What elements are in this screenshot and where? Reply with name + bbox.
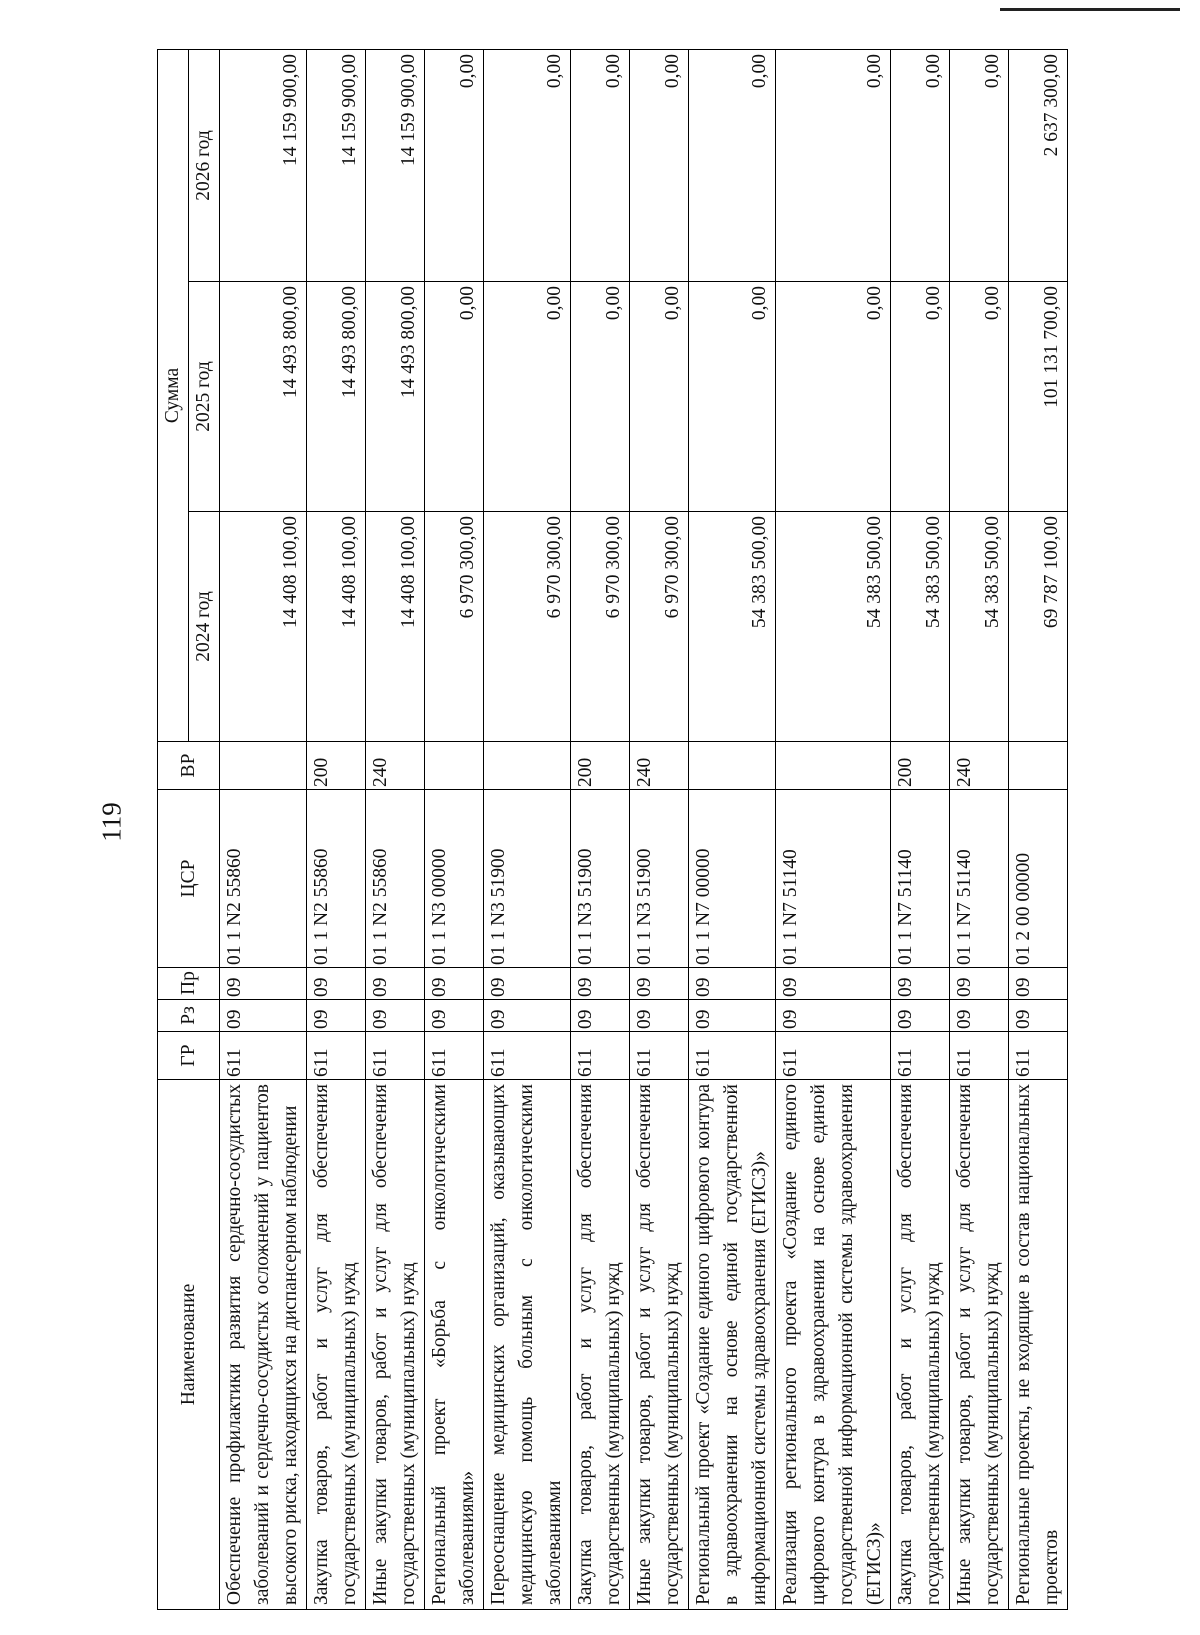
table-row: [220, 50, 307, 1610]
row-amount-2025: 14 493 800,00: [220, 282, 307, 512]
header-name: Наименование: [158, 1080, 220, 1610]
row-amount-2024: 69 787 100,00: [1009, 512, 1068, 742]
row-amount-2025: 0,00: [425, 282, 484, 512]
row-gr-cell: 611: [484, 1032, 571, 1080]
row-amount-2024: 6 970 300,00: [484, 512, 571, 742]
row-pr-cell: 09: [1009, 968, 1068, 1000]
header-gr: ГР: [158, 1032, 220, 1080]
row-gr-cell: 611: [307, 1032, 366, 1080]
row-amount-2026: 14 159 900,00: [220, 50, 307, 282]
row-rz-cell: 09: [366, 1000, 425, 1032]
row-amount-2024: 14 408 100,00: [307, 512, 366, 742]
header-pr: Пр: [158, 968, 220, 1000]
row-amount-2024: 54 383 500,00: [950, 512, 1009, 742]
row-amount-2025: 0,00: [776, 282, 891, 512]
row-rz-cell: 09: [220, 1000, 307, 1032]
row-gr-cell: 611: [1009, 1032, 1068, 1080]
page-number: 119: [96, 802, 127, 842]
row-amount-2024: 54 383 500,00: [689, 512, 776, 742]
row-amount-2026: 0,00: [484, 50, 571, 282]
row-vr-cell: 200: [307, 742, 366, 790]
row-amount-2025: 14 493 800,00: [307, 282, 366, 512]
row-csr-cell: 01 2 00 00000: [1009, 790, 1068, 968]
row-name-cell: Закупка товаров, работ и услуг для обеспечения государственных (муниципальных) нужд: [571, 1080, 630, 1610]
row-gr-cell: 611: [630, 1032, 689, 1080]
row-gr-cell: 611: [366, 1032, 425, 1080]
row-csr-cell: 01 1 N7 51140: [776, 790, 891, 968]
row-vr-cell: [484, 742, 571, 790]
row-csr-cell: 01 1 N2 55860: [307, 790, 366, 968]
row-rz-cell: 09: [891, 1000, 950, 1032]
row-amount-2024: 6 970 300,00: [425, 512, 484, 742]
row-csr-cell: 01 1 N7 00000: [689, 790, 776, 968]
row-amount-2024: 14 408 100,00: [366, 512, 425, 742]
top-rule: [1000, 8, 1180, 11]
row-csr-cell: 01 1 N2 55860: [366, 790, 425, 968]
header-csr: ЦСР: [158, 790, 220, 968]
table-row: [630, 50, 689, 1610]
row-name-cell: Региональный проект «Создание единого цифрового контура в здравоохранении на основе единой государственной информационной системы здравоохранения (ЕГИСЗ)»: [689, 1080, 776, 1610]
row-amount-2026: 14 159 900,00: [307, 50, 366, 282]
row-csr-cell: 01 1 N7 51140: [891, 790, 950, 968]
row-amount-2025: 0,00: [891, 282, 950, 512]
row-amount-2026: 0,00: [689, 50, 776, 282]
row-gr-cell: 611: [950, 1032, 1009, 1080]
row-pr-cell: 09: [307, 968, 366, 1000]
row-csr-cell: 01 1 N2 55860: [220, 790, 307, 968]
table-row: [484, 50, 571, 1610]
header-sum: Сумма: [158, 50, 189, 742]
row-vr-cell: 240: [630, 742, 689, 790]
row-gr-cell: 611: [220, 1032, 307, 1080]
row-pr-cell: 09: [630, 968, 689, 1000]
header-2026: 2026 год: [189, 50, 220, 282]
row-name-cell: Реализация регионального проекта «Создание единого цифрового контура в здравоохранении на основе единой государственной информационной системы здравоохранения (ЕГИСЗ)»: [776, 1080, 891, 1610]
row-pr-cell: 09: [220, 968, 307, 1000]
row-amount-2024: 54 383 500,00: [776, 512, 891, 742]
row-rz-cell: 09: [484, 1000, 571, 1032]
row-name-cell: Закупка товаров, работ и услуг для обеспечения государственных (муниципальных) нужд: [307, 1080, 366, 1610]
row-amount-2024: 14 408 100,00: [220, 512, 307, 742]
row-vr-cell: 200: [571, 742, 630, 790]
rotated-page-content: [157, 50, 1062, 1610]
row-rz-cell: 09: [950, 1000, 1009, 1032]
row-name-cell: Переоснащение медицинских организаций, оказывающих медицинскую помощь больным с онкологическими заболеваниями: [484, 1080, 571, 1610]
table-row: [1009, 50, 1068, 1610]
table-row: [776, 50, 891, 1610]
row-pr-cell: 09: [776, 968, 891, 1000]
table-row: [950, 50, 1009, 1610]
row-vr-cell: 240: [366, 742, 425, 790]
table-row: [571, 50, 630, 1610]
row-name-cell: Обеспечение профилактики развития сердечно-сосудистых заболеваний и сердечно-сосудистых осложнений у пациентов высокого риска, находящихся на диспансерном наблюдении: [220, 1080, 307, 1610]
header-vr: ВР: [158, 742, 220, 790]
row-rz-cell: 09: [630, 1000, 689, 1032]
row-vr-cell: [425, 742, 484, 790]
row-csr-cell: 01 1 N3 51900: [484, 790, 571, 968]
row-rz-cell: 09: [307, 1000, 366, 1032]
row-csr-cell: 01 1 N7 51140: [950, 790, 1009, 968]
row-amount-2025: 0,00: [484, 282, 571, 512]
row-amount-2025: 0,00: [571, 282, 630, 512]
row-vr-cell: 200: [891, 742, 950, 790]
row-gr-cell: 611: [425, 1032, 484, 1080]
row-amount-2024: 6 970 300,00: [571, 512, 630, 742]
row-gr-cell: 611: [571, 1032, 630, 1080]
row-gr-cell: 611: [776, 1032, 891, 1080]
row-amount-2026: 0,00: [571, 50, 630, 282]
budget-table: [157, 49, 1068, 1610]
row-rz-cell: 09: [1009, 1000, 1068, 1032]
header-2024: 2024 год: [189, 512, 220, 742]
row-amount-2024: 54 383 500,00: [891, 512, 950, 742]
row-amount-2026: 0,00: [776, 50, 891, 282]
row-csr-cell: 01 1 N3 51900: [571, 790, 630, 968]
row-pr-cell: 09: [425, 968, 484, 1000]
row-rz-cell: 09: [776, 1000, 891, 1032]
row-rz-cell: 09: [425, 1000, 484, 1032]
row-vr-cell: [776, 742, 891, 790]
row-csr-cell: 01 1 N3 51900: [630, 790, 689, 968]
row-amount-2026: 0,00: [891, 50, 950, 282]
header-row-1: [158, 50, 189, 1610]
row-name-cell: Закупка товаров, работ и услуг для обеспечения государственных (муниципальных) нужд: [891, 1080, 950, 1610]
row-pr-cell: 09: [484, 968, 571, 1000]
row-amount-2024: 6 970 300,00: [630, 512, 689, 742]
row-amount-2025: 0,00: [689, 282, 776, 512]
row-name-cell: Иные закупки товаров, работ и услуг для обеспечения государственных (муниципальных) нужд: [950, 1080, 1009, 1610]
row-amount-2026: 0,00: [425, 50, 484, 282]
row-vr-cell: [1009, 742, 1068, 790]
row-name-cell: Иные закупки товаров, работ и услуг для обеспечения государственных (муниципальных) нужд: [630, 1080, 689, 1610]
row-pr-cell: 09: [366, 968, 425, 1000]
table-row: [307, 50, 366, 1610]
header-rz: Рз: [158, 1000, 220, 1032]
row-pr-cell: 09: [891, 968, 950, 1000]
table-row: [425, 50, 484, 1610]
row-pr-cell: 09: [571, 968, 630, 1000]
header-2025: 2025 год: [189, 282, 220, 512]
row-name-cell: Иные закупки товаров, работ и услуг для обеспечения государственных (муниципальных) нужд: [366, 1080, 425, 1610]
row-amount-2026: 2 637 300,00: [1009, 50, 1068, 282]
row-amount-2026: 14 159 900,00: [366, 50, 425, 282]
row-amount-2025: 14 493 800,00: [366, 282, 425, 512]
table-row: [689, 50, 776, 1610]
table-row: [891, 50, 950, 1610]
row-amount-2025: 0,00: [630, 282, 689, 512]
row-vr-cell: [689, 742, 776, 790]
row-rz-cell: 09: [571, 1000, 630, 1032]
row-vr-cell: [220, 742, 307, 790]
table-row: [366, 50, 425, 1610]
row-rz-cell: 09: [689, 1000, 776, 1032]
row-pr-cell: 09: [950, 968, 1009, 1000]
row-amount-2025: 0,00: [950, 282, 1009, 512]
row-csr-cell: 01 1 N3 00000: [425, 790, 484, 968]
row-amount-2025: 101 131 700,00: [1009, 282, 1068, 512]
row-name-cell: Региональный проект «Борьба с онкологическими заболеваниями»: [425, 1080, 484, 1610]
row-vr-cell: 240: [950, 742, 1009, 790]
row-name-cell: Региональные проекты, не входящие в состав национальных проектов: [1009, 1080, 1068, 1610]
row-amount-2026: 0,00: [630, 50, 689, 282]
row-gr-cell: 611: [891, 1032, 950, 1080]
row-amount-2026: 0,00: [950, 50, 1009, 282]
row-pr-cell: 09: [689, 968, 776, 1000]
row-gr-cell: 611: [689, 1032, 776, 1080]
